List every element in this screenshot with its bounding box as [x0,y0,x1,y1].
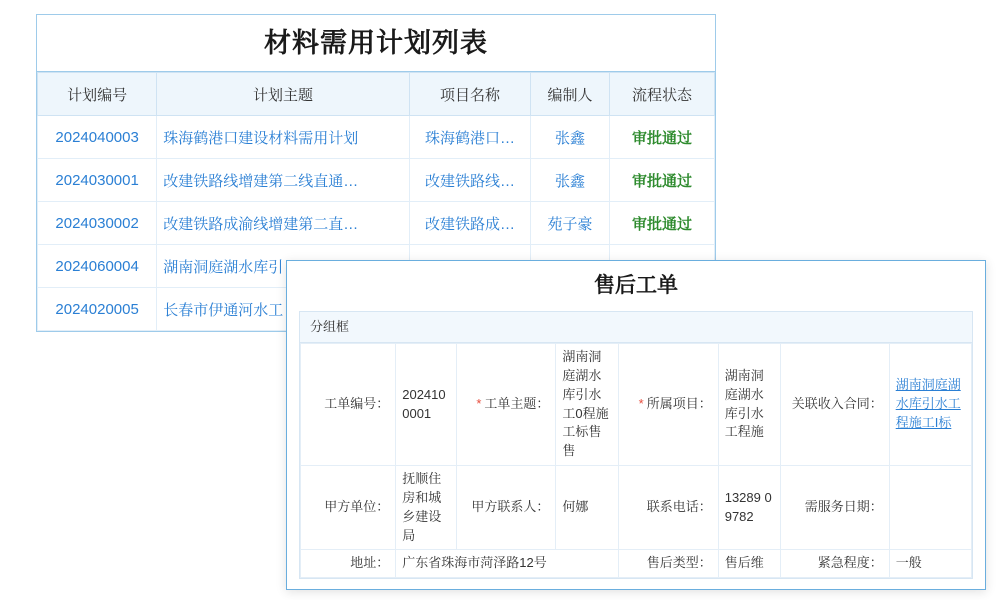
after-sales-order-dialog [286,260,986,590]
label-project [619,344,719,466]
value-party-a[interactable]: 抚顺住房和城乡建设局 [396,466,457,550]
label-urgency: 紧急程度： [781,550,889,578]
status-badge: 审批通过 [609,159,714,202]
table-row[interactable] [38,116,715,159]
value-phone[interactable]: 13289 09782 [718,466,781,550]
cell-plan-theme[interactable]: 改建铁路成渝线增建第二直… [157,202,410,245]
cell-plan-theme[interactable]: 湖南洞庭湖水库引 [157,245,410,288]
cell-project-name[interactable]: 改建铁路成… [409,202,530,245]
label-service-date: 需服务日期： [781,466,889,550]
cell-plan-number[interactable]: 2024030001 [38,159,157,202]
table-row[interactable] [38,159,715,202]
label-related-contract: 关联收入合同： [781,344,889,466]
group-box-label: 分组框 [300,312,972,343]
form-row-2 [301,466,972,550]
value-after-sale-type[interactable]: 售后维 [718,550,781,578]
cell-plan-theme[interactable]: 改建铁路线增建第二线直通… [157,159,410,202]
label-order-subject [456,344,556,466]
value-project[interactable]: 湖南洞庭湖水库引水工程施 [718,344,781,466]
status-badge: 审批通过 [609,202,714,245]
column-header-maker[interactable]: 编制人 [531,73,610,116]
page-title: 材料需用计划列表 [37,15,715,72]
value-related-contract[interactable] [889,344,971,466]
required-marker: * [476,396,482,412]
label-party-a: 甲方单位： [301,466,396,550]
value-urgency[interactable]: 一般 [889,550,971,578]
cell-plan-number[interactable]: 2024040003 [38,116,157,159]
cell-project-name[interactable]: 珠海鹤港口… [409,116,530,159]
cell-plan-number[interactable]: 2024060004 [38,245,157,288]
label-after-sale-type: 售后类型： [619,550,719,578]
status-badge: 审批通过 [609,116,714,159]
group-box [299,311,973,579]
column-header-plan-theme[interactable]: 计划主题 [157,73,410,116]
label-address: 地址： [301,550,396,578]
dialog-title: 售后工单 [594,274,678,297]
column-header-status[interactable]: 流程状态 [609,73,714,116]
cell-plan-theme[interactable]: 长春市伊通河水工 [157,288,410,331]
column-header-project-name[interactable]: 项目名称 [409,73,530,116]
required-marker: * [638,396,644,412]
table-row[interactable] [38,202,715,245]
label-order-subject-text: 工单主题： [484,396,550,412]
value-service-date[interactable] [889,466,971,550]
related-contract-link[interactable]: 湖南洞庭湖水库引水工程施工I标 [895,377,961,430]
form-row-1 [301,344,972,466]
cell-maker[interactable]: 苑子豪 [531,202,610,245]
value-order-number[interactable]: 202410 0001 [396,344,457,466]
label-party-a-contact: 甲方联系人： [456,466,556,550]
cell-maker[interactable]: 张鑫 [531,116,610,159]
cell-plan-number[interactable]: 2024020005 [38,288,157,331]
form-row-3 [301,550,972,578]
column-header-plan-number[interactable]: 计划编号 [38,73,157,116]
label-project-text: 所属项目： [646,396,712,412]
order-detail-table [300,343,972,578]
value-address[interactable]: 广东省珠海市菏泽路12号 [396,550,619,578]
value-party-a-contact[interactable]: 何娜 [556,466,619,550]
cell-plan-theme[interactable]: 珠海鹤港口建设材料需用计划 [157,116,410,159]
cell-maker[interactable]: 张鑫 [531,159,610,202]
value-order-subject[interactable]: 湖南洞庭湖水库引水工0程施工标售售 [556,344,619,466]
label-phone: 联系电话： [619,466,719,550]
cell-plan-number[interactable]: 2024030002 [38,202,157,245]
label-order-number: 工单编号： [301,344,396,466]
table-header-row [38,73,715,116]
cell-project-name[interactable]: 改建铁路线… [409,159,530,202]
